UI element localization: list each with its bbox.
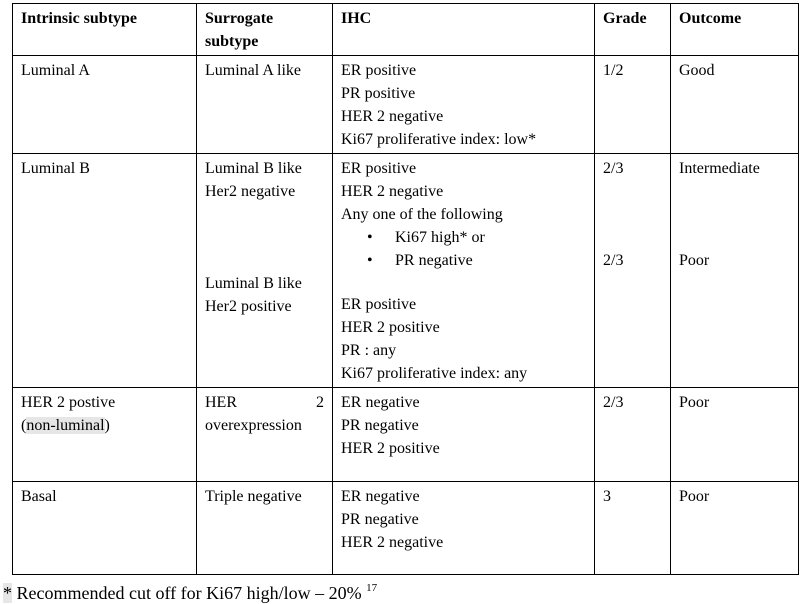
ihc-line: PR negative xyxy=(341,417,419,434)
cell-grade: 2/3 xyxy=(595,388,671,482)
cell-ihc xyxy=(333,154,595,388)
surrogate-line: overexpression xyxy=(205,417,302,434)
cell-intrinsic: Basal xyxy=(13,482,197,575)
ihc-line: ER negative xyxy=(341,488,420,505)
outcome-value: Poor xyxy=(679,252,710,269)
cell-intrinsic: Luminal A xyxy=(13,56,197,154)
surrogate-line: Her2 positive xyxy=(205,298,292,315)
ihc-line: PR negative xyxy=(341,511,419,528)
ihc-line: HER 2 positive xyxy=(341,440,440,457)
bullet-icon: • xyxy=(367,229,373,246)
bullet-text: PR negative xyxy=(395,252,473,269)
ihc-line: ER positive xyxy=(341,160,417,177)
ihc-bullet-item xyxy=(341,226,586,249)
cell-surrogate: Luminal A like xyxy=(197,56,333,154)
bullet-text: Ki67 high* or xyxy=(395,229,485,246)
ihc-line: PR positive xyxy=(341,85,416,102)
surrogate-line: Her2 negative xyxy=(205,183,296,200)
cell-grade: 1/2 xyxy=(595,56,671,154)
surrogate-line: Luminal B like xyxy=(205,275,302,292)
highlighted-text: non-luminal xyxy=(26,417,105,434)
header-outcome: Outcome xyxy=(671,4,799,56)
footnote-reference: 17 xyxy=(366,582,378,594)
cell-grade xyxy=(595,154,671,388)
header-surrogate-line1: Surrogate xyxy=(205,10,274,27)
header-intrinsic-subtype: Intrinsic subtype xyxy=(13,4,197,56)
subtype-table-container xyxy=(12,3,798,575)
ihc-bullet-item xyxy=(341,249,586,272)
ihc-line: Ki67 proliferative index: any xyxy=(341,365,528,382)
ihc-line: ER positive xyxy=(341,62,417,79)
footnote-asterisk: * xyxy=(3,583,12,603)
table-footnote xyxy=(3,577,377,604)
header-surrogate-subtype xyxy=(197,4,333,56)
cell-surrogate xyxy=(197,154,333,388)
outcome-value: Intermediate xyxy=(679,160,760,177)
footnote-text: Recommended cut off for Ki67 high/low – 20% xyxy=(12,583,367,603)
cell-outcome: Good xyxy=(671,56,799,154)
cell-grade: 3 xyxy=(595,482,671,575)
cell-outcome xyxy=(671,154,799,388)
ihc-line: ER negative xyxy=(341,394,420,411)
header-row xyxy=(13,4,799,56)
ihc-line: Ki67 proliferative index: low* xyxy=(341,131,537,148)
cell-outcome: Poor xyxy=(671,388,799,482)
cell-ihc xyxy=(333,482,595,575)
surrogate-line: HER 2 xyxy=(205,394,324,411)
intrinsic-line: (non-luminal) xyxy=(21,417,110,434)
header-grade: Grade xyxy=(595,4,671,56)
grade-value: 2/3 xyxy=(603,252,624,269)
cell-surrogate: Triple negative xyxy=(197,482,333,575)
ihc-line: PR : any xyxy=(341,342,397,359)
intrinsic-line: HER 2 postive xyxy=(21,394,116,411)
table-row xyxy=(13,388,799,482)
cell-intrinsic: Luminal B xyxy=(13,154,197,388)
table-row xyxy=(13,482,799,575)
cell-outcome: Poor xyxy=(671,482,799,575)
header-surrogate-line2: subtype xyxy=(205,33,259,50)
ihc-line: ER positive xyxy=(341,296,417,313)
cell-ihc xyxy=(333,56,595,154)
bullet-icon: • xyxy=(367,252,373,269)
cell-intrinsic xyxy=(13,388,197,482)
cell-ihc xyxy=(333,388,595,482)
table-row xyxy=(13,56,799,154)
ihc-line: Any one of the following xyxy=(341,206,503,223)
breast-cancer-subtype-table xyxy=(12,3,799,575)
cell-surrogate xyxy=(197,388,333,482)
ihc-line: HER 2 negative xyxy=(341,183,444,200)
table-row xyxy=(13,154,799,388)
ihc-line: HER 2 negative xyxy=(341,534,444,551)
ihc-line: HER 2 positive xyxy=(341,319,440,336)
header-ihc: IHC xyxy=(333,4,595,56)
surrogate-line: Luminal B like xyxy=(205,160,302,177)
grade-value: 2/3 xyxy=(603,160,624,177)
ihc-line: HER 2 negative xyxy=(341,108,444,125)
